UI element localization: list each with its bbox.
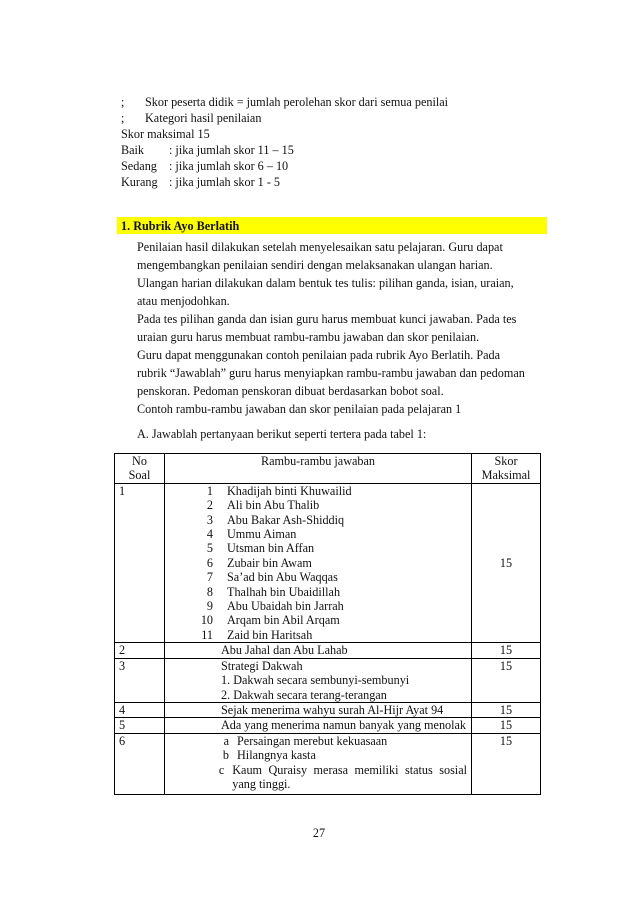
table-row: [115, 658, 541, 702]
paragraph-line: Ulangan harian dilakukan dalam bentuk tes tulis: pilihan ganda, isian, uraian,: [137, 276, 514, 290]
list-item: [199, 748, 467, 762]
item-number: 9: [206, 599, 213, 614]
answer-subline: 1. Dakwah secara sembunyi-sembunyi: [221, 673, 410, 688]
item-letter: b: [222, 748, 229, 763]
item-number: 2: [206, 498, 213, 513]
category-baik: [121, 143, 294, 158]
item-text: Utsman bin Affan: [227, 541, 315, 556]
paragraph-line: uraian guru harus membuat rambu-rambu jawaban dan skor penilaian.: [137, 330, 480, 344]
category-title-line: [121, 111, 261, 126]
row-answer: [165, 658, 472, 702]
header-answer-guide: Rambu-rambu jawaban: [165, 454, 472, 484]
row-number: 1: [115, 483, 165, 642]
table-row: [115, 483, 541, 642]
item-letter: a: [223, 733, 229, 748]
answer-subline: 2. Dakwah secara terang-terangan: [221, 687, 387, 702]
paragraph-assessment: [137, 238, 552, 346]
paragraph-line: penskoran. Pedoman penskoran dibuat berdasarkan bobot soal.: [137, 384, 444, 398]
list-item: [199, 763, 467, 792]
list-item: [169, 556, 467, 570]
row-number: 2: [115, 643, 165, 658]
score-formula-line: [121, 95, 448, 110]
row-score: 15: [472, 733, 541, 794]
answer-rubric-table: [114, 453, 541, 795]
line-mark: ;: [121, 95, 125, 109]
table-row: [115, 718, 541, 733]
item-number: 3: [206, 512, 213, 527]
row-answer: Abu Jahal dan Abu Lahab: [165, 643, 472, 658]
row-score: 15: [472, 658, 541, 702]
row-answer: [165, 733, 472, 794]
item-text: Khadijah binti Khuwailid: [227, 483, 352, 498]
item-text: Persaingan merebut kekuasaan: [237, 733, 388, 748]
row-answer: Ada yang menerima namun banyak yang menolak: [165, 718, 472, 733]
table-header-row: [115, 454, 541, 484]
category-title-text: Kategori hasil penilaian: [145, 111, 262, 125]
paragraph-line: Contoh rambu-rambu jawaban dan skor penilaian pada pelajaran 1: [137, 402, 462, 416]
item-text: Thalhah bin Ubaidillah: [227, 584, 341, 599]
paragraph-line: rubrik “Jawablah” guru harus menyiapkan rambu-rambu jawaban dan pedoman: [137, 366, 525, 380]
table-row: [115, 733, 541, 794]
item-number: 6: [206, 555, 213, 570]
table-row: [115, 643, 541, 658]
paragraph-line: mengembangkan penilaian sendiri dengan melaksanakan ulangan harian.: [137, 258, 493, 272]
header-soal-line: Soal: [128, 468, 151, 483]
item-text: Kaum Quraisy merasa memiliki status sosial yang tinggi.: [232, 762, 467, 791]
row-number: 6: [115, 733, 165, 794]
list-item: [169, 513, 467, 527]
item-number: 7: [206, 570, 213, 585]
header-score-line: Skor: [494, 454, 518, 468]
max-score-line: Skor maksimal 15: [121, 127, 210, 141]
paragraph-line: Guru dapat menggunakan contoh penilaian pada rubrik Ayo Berlatih. Pada: [137, 348, 501, 362]
row-score: 15: [472, 483, 541, 642]
row-answer: [165, 483, 472, 642]
instruction-line: A. Jawablah pertanyaan berikut seperti tertera pada tabel 1:: [137, 427, 427, 441]
row-number: 4: [115, 702, 165, 717]
row-number: 3: [115, 658, 165, 702]
row-score: 15: [472, 643, 541, 658]
list-item: [169, 613, 467, 627]
item-number: 10: [200, 613, 213, 628]
item-text: Zubair bin Awam: [227, 555, 312, 570]
item-text: Abu Ubaidah bin Jarrah: [227, 599, 344, 614]
item-letter: c: [218, 762, 225, 777]
category-range: : jika jumlah skor 6 – 10: [169, 159, 289, 173]
category-label: Baik: [121, 143, 145, 157]
item-number: 1: [206, 483, 213, 498]
item-text: Ali bin Abu Thalib: [227, 498, 320, 513]
page-number: 27: [312, 826, 326, 840]
list-item: [169, 570, 467, 584]
item-number: 8: [206, 584, 213, 599]
header-no-soal: [115, 454, 165, 484]
answer-list: [199, 734, 467, 792]
item-text: Arqam bin Abil Arqam: [227, 613, 340, 628]
row-score: 15: [472, 702, 541, 717]
list-item: [169, 484, 467, 498]
item-number: 5: [206, 541, 213, 556]
category-range: : jika jumlah skor 1 - 5: [169, 175, 281, 189]
category-range: : jika jumlah skor 11 – 15: [169, 143, 294, 157]
score-formula-text: Skor peserta didik = jumlah perolehan skor dari semua penilai: [145, 95, 449, 109]
line-mark: ;: [121, 111, 125, 125]
list-item: [169, 599, 467, 613]
item-number: 11: [201, 627, 213, 642]
item-text: Ummu Aiman: [227, 527, 297, 542]
list-item: [169, 541, 467, 555]
category-kurang: [121, 175, 280, 190]
answer-list: [169, 484, 467, 642]
category-label: Sedang: [121, 159, 157, 173]
item-text: Abu Bakar Ash-Shiddiq: [227, 512, 345, 527]
row-score: 15: [472, 718, 541, 733]
item-text: Hilangnya kasta: [237, 748, 316, 763]
row-answer: Sejak menerima wahyu surah Al-Hijr Ayat 94: [165, 702, 472, 717]
row-number: 5: [115, 718, 165, 733]
table-row: [115, 702, 541, 717]
paragraph-guidelines: [137, 346, 552, 418]
paragraph-line: Penilaian hasil dilakukan setelah menyelesaikan satu pelajaran. Guru dapat: [137, 240, 503, 254]
header-max-score: [472, 454, 541, 484]
section-heading: 1. Rubrik Ayo Berlatih: [121, 219, 240, 233]
item-text: Sa’ad bin Abu Waqqas: [227, 570, 338, 585]
category-label: Kurang: [121, 175, 158, 189]
list-item: [169, 498, 467, 512]
paragraph-line: atau menjodohkan.: [137, 294, 230, 308]
list-item: [199, 734, 467, 748]
list-item: [169, 585, 467, 599]
answer-title: Strategi Dakwah: [221, 658, 303, 673]
list-item: [169, 628, 467, 642]
list-item: [169, 527, 467, 541]
header-maksimal-line: Maksimal: [481, 468, 531, 483]
paragraph-line: Pada tes pilihan ganda dan isian guru harus membuat kunci jawaban. Pada tes: [137, 312, 517, 326]
item-text: Zaid bin Haritsah: [227, 627, 313, 642]
category-sedang: [121, 159, 288, 174]
header-no-line: No: [132, 454, 147, 468]
item-number: 4: [206, 527, 213, 542]
